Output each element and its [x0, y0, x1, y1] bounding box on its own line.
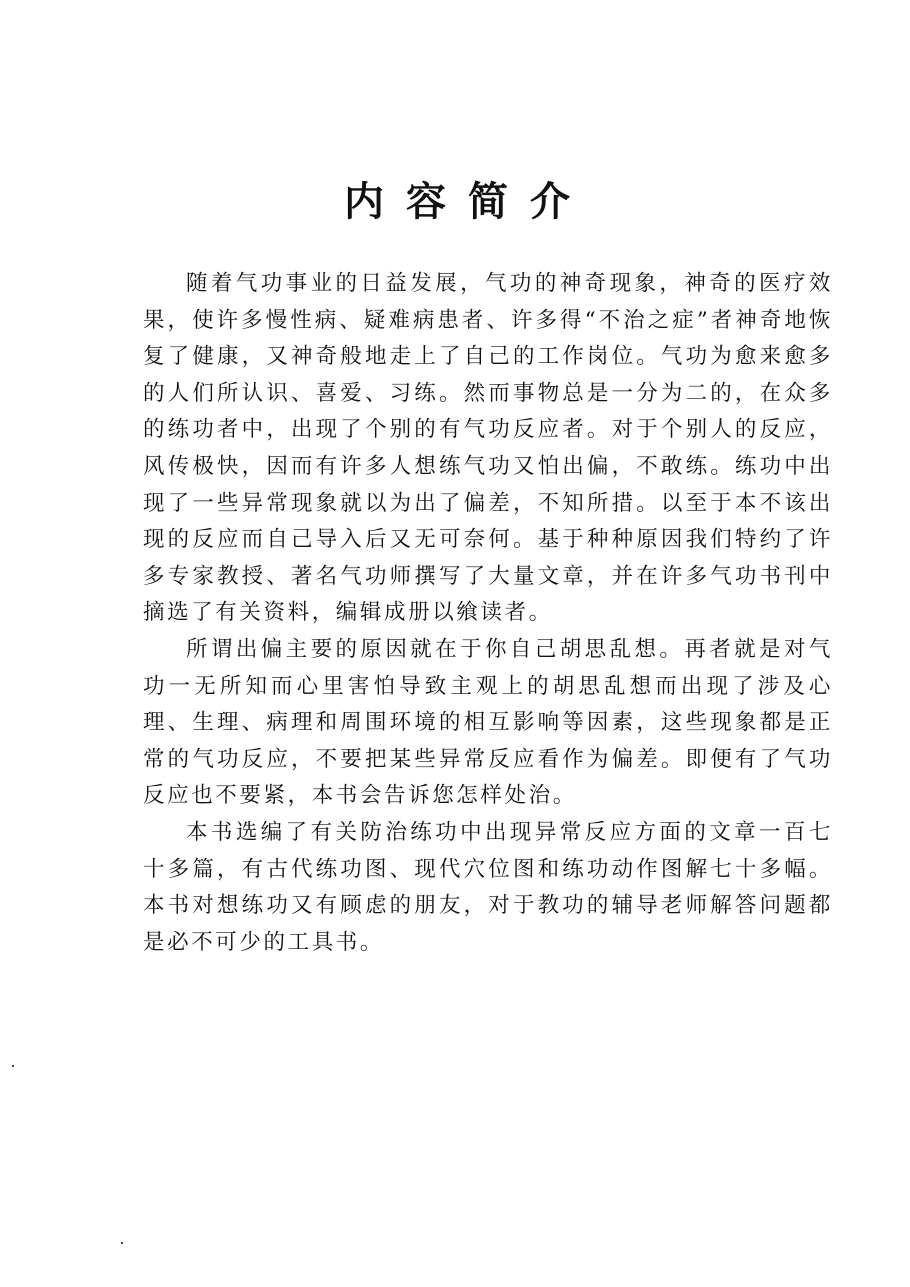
scan-speck [121, 1242, 123, 1244]
paragraph-2: 所谓出偏主要的原因就在于你自己胡思乱想。再者就是对气功一无所知而心里害怕导致主观上的胡思乱想而出现了涉及心理、生理、病理和周围环境的相互影响等因素，这些现象都是正常的气功反应，不要把某些异常反应看作为偏差。即便有了气功反应也不要紧，本书会告诉您怎样处治。 [143, 636, 833, 809]
summary-body [143, 266, 833, 961]
paragraph-3: 本书选编了有关防治练功中出现异常反应方面的文章一百七十多篇，有古代练功图、现代穴位图和练功动作图解七十多幅。本书对想练功又有顾虑的朋友，对于教功的辅导老师解答问题都是必不可少的工具书。 [143, 819, 833, 955]
paragraph-1: 随着气功事业的日益发展，气功的神奇现象，神奇的医疗效果，使许多慢性病、疑难病患者、许多得“不治之症”者神奇地恢复了健康，又神奇般地走上了自己的工作岗位。气功为愈来愈多的人们所认识、喜爱、习练。然而事物总是一分为二的，在众多的练功者中，出现了个别的有气功反应者。对于个别人的反应，风传极快，因而有许多人想练气功又怕出偏，不敢练。练功中出现了一些异常现象就以为出了偏差，不知所措。以至于本不该出现的反应而自己导入后又无可奈何。基于种种原因我们特约了许多专家教授、著名气功师撰写了大量文章，并在许多气功书刊中摘选了有关资料，编辑成册以飨读者。 [143, 271, 833, 626]
scan-speck [12, 1065, 14, 1067]
page-title: 内容简介 [344, 179, 592, 225]
